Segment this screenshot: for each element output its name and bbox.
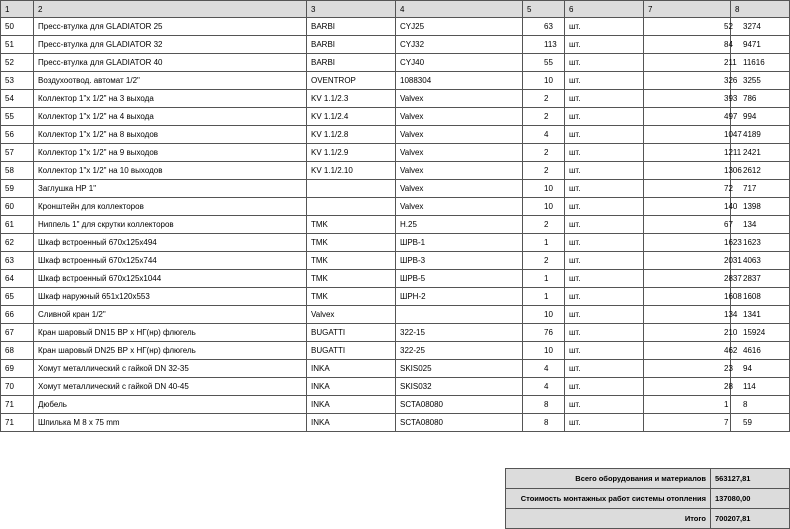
col-name-cell: Шпилька М 8 х 75 mm xyxy=(34,414,307,432)
col-sum-cell: 59 xyxy=(731,414,790,432)
col-name-cell: Дюбель xyxy=(34,396,307,414)
total-row xyxy=(506,489,790,509)
col-price-cell: 211 xyxy=(644,54,731,72)
col-qty-cell: 10 xyxy=(523,342,565,360)
col-maker-cell: 322-15 xyxy=(396,324,523,342)
totals-table xyxy=(505,468,790,529)
col-article-cell: INKA xyxy=(307,360,396,378)
col-unit-cell: шт. xyxy=(565,144,644,162)
col-price-cell: 1608 xyxy=(644,288,731,306)
col-qty-cell: 2 xyxy=(523,144,565,162)
col-num-cell: 53 xyxy=(1,72,34,90)
col-unit-cell: шт. xyxy=(565,270,644,288)
col-price-cell: 326 xyxy=(644,72,731,90)
col-article-cell: KV 1.1/2.3 xyxy=(307,90,396,108)
col-num-cell: 57 xyxy=(1,144,34,162)
col-price-cell: 1306 xyxy=(644,162,731,180)
col-price-cell: 393 xyxy=(644,90,731,108)
col-maker-cell: Valvex xyxy=(396,90,523,108)
col-article-cell xyxy=(307,198,396,216)
table-row xyxy=(1,216,790,234)
col-num-cell: 54 xyxy=(1,90,34,108)
col-qty-cell: 10 xyxy=(523,72,565,90)
table-row xyxy=(1,360,790,378)
col-unit-cell: шт. xyxy=(565,252,644,270)
col-maker-cell: CYJ32 xyxy=(396,36,523,54)
table-row xyxy=(1,90,790,108)
total-label: Стоимость монтажных работ системы отопления xyxy=(506,489,711,509)
col-name-cell: Пресс-втулка для GLADIATOR 32 xyxy=(34,36,307,54)
col-num-cell: 71 xyxy=(1,396,34,414)
col-unit-cell: шт. xyxy=(565,324,644,342)
col-num-cell: 62 xyxy=(1,234,34,252)
col-unit-cell: шт. xyxy=(565,90,644,108)
col-unit-cell: шт. xyxy=(565,54,644,72)
table-row xyxy=(1,162,790,180)
col-sum-cell: 3274 xyxy=(731,18,790,36)
col-qty-cell: 2 xyxy=(523,252,565,270)
col-article-cell: TMK xyxy=(307,234,396,252)
header-cell-col-num: 1 xyxy=(1,1,34,18)
col-article-cell: KV 1.1/2.4 xyxy=(307,108,396,126)
col-sum-cell: 11616 xyxy=(731,54,790,72)
col-qty-cell: 10 xyxy=(523,180,565,198)
col-num-cell: 60 xyxy=(1,198,34,216)
col-maker-cell: CYJ25 xyxy=(396,18,523,36)
col-qty-cell: 2 xyxy=(523,90,565,108)
col-name-cell: Пресс-втулка для GLADIATOR 40 xyxy=(34,54,307,72)
col-article-cell: TMK xyxy=(307,216,396,234)
col-name-cell: Пресс-втулка для GLADIATOR 25 xyxy=(34,18,307,36)
col-name-cell: Коллектор 1"х 1/2" на 10 выходов xyxy=(34,162,307,180)
col-sum-cell: 717 xyxy=(731,180,790,198)
col-price-cell: 1047 xyxy=(644,126,731,144)
col-price-cell: 72 xyxy=(644,180,731,198)
col-unit-cell: шт. xyxy=(565,360,644,378)
col-num-cell: 70 xyxy=(1,378,34,396)
col-maker-cell: Valvex xyxy=(396,108,523,126)
col-price-cell: 2031 xyxy=(644,252,731,270)
col-name-cell: Кран шаровый DN15 ВР х НГ(нр) флюгель xyxy=(34,324,307,342)
col-qty-cell: 63 xyxy=(523,18,565,36)
col-maker-cell: Valvex xyxy=(396,180,523,198)
col-name-cell: Коллектор 1"х 1/2" на 4 выхода xyxy=(34,108,307,126)
col-name-cell: Кран шаровый DN25 ВР х НГ(нр) флюгель xyxy=(34,342,307,360)
col-num-cell: 67 xyxy=(1,324,34,342)
col-sum-cell: 15924 xyxy=(731,324,790,342)
col-unit-cell: шт. xyxy=(565,18,644,36)
col-price-cell: 2837 xyxy=(644,270,731,288)
col-qty-cell: 10 xyxy=(523,306,565,324)
table-row xyxy=(1,234,790,252)
col-article-cell: KV 1.1/2.9 xyxy=(307,144,396,162)
col-maker-cell: CYJ40 xyxy=(396,54,523,72)
col-num-cell: 68 xyxy=(1,342,34,360)
col-price-cell: 462 xyxy=(644,342,731,360)
col-name-cell: Хомут металлический с гайкой DN 32-35 xyxy=(34,360,307,378)
col-name-cell: Кронштейн для коллекторов xyxy=(34,198,307,216)
col-name-cell: Сливной кран 1/2" xyxy=(34,306,307,324)
col-unit-cell: шт. xyxy=(565,288,644,306)
col-unit-cell: шт. xyxy=(565,378,644,396)
col-sum-cell: 1341 xyxy=(731,306,790,324)
total-value: 700207,81 xyxy=(711,509,790,529)
col-sum-cell: 2612 xyxy=(731,162,790,180)
col-name-cell: Хомут металлический с гайкой DN 40-45 xyxy=(34,378,307,396)
col-article-cell: OVENTROP xyxy=(307,72,396,90)
col-qty-cell: 4 xyxy=(523,360,565,378)
col-unit-cell: шт. xyxy=(565,306,644,324)
total-value: 137080,00 xyxy=(711,489,790,509)
col-maker-cell: ШРВ-5 xyxy=(396,270,523,288)
table-row xyxy=(1,198,790,216)
col-sum-cell: 4063 xyxy=(731,252,790,270)
col-num-cell: 63 xyxy=(1,252,34,270)
header-cell-col-sum: 8 xyxy=(731,1,790,18)
col-qty-cell: 2 xyxy=(523,162,565,180)
col-sum-cell: 134 xyxy=(731,216,790,234)
col-name-cell: Шкаф встроенный 670х125х494 xyxy=(34,234,307,252)
total-label: Всего оборудования и материалов xyxy=(506,469,711,489)
col-unit-cell: шт. xyxy=(565,342,644,360)
col-num-cell: 65 xyxy=(1,288,34,306)
col-num-cell: 71 xyxy=(1,414,34,432)
col-maker-cell: SCTA08080 xyxy=(396,414,523,432)
col-price-cell: 28 xyxy=(644,378,731,396)
col-price-cell: 1623 xyxy=(644,234,731,252)
col-price-cell: 67 xyxy=(644,216,731,234)
col-num-cell: 64 xyxy=(1,270,34,288)
col-num-cell: 56 xyxy=(1,126,34,144)
col-price-cell: 134 xyxy=(644,306,731,324)
col-article-cell: TMK xyxy=(307,252,396,270)
col-name-cell: Ниппель 1" для скрутки коллекторов xyxy=(34,216,307,234)
table-row xyxy=(1,288,790,306)
col-num-cell: 59 xyxy=(1,180,34,198)
col-unit-cell: шт. xyxy=(565,198,644,216)
table-row xyxy=(1,324,790,342)
col-qty-cell: 1 xyxy=(523,288,565,306)
table-row xyxy=(1,378,790,396)
table-row xyxy=(1,126,790,144)
table-row xyxy=(1,108,790,126)
table-row xyxy=(1,36,790,54)
col-maker-cell: Valvex xyxy=(396,126,523,144)
col-qty-cell: 4 xyxy=(523,126,565,144)
col-maker-cell: SKIS025 xyxy=(396,360,523,378)
col-qty-cell: 8 xyxy=(523,396,565,414)
col-article-cell: INKA xyxy=(307,396,396,414)
col-unit-cell: шт. xyxy=(565,180,644,198)
col-article-cell: BARBI xyxy=(307,54,396,72)
header-cell-col-unit: 6 xyxy=(565,1,644,18)
col-qty-cell: 10 xyxy=(523,198,565,216)
col-article-cell: TMK xyxy=(307,288,396,306)
col-sum-cell: 114 xyxy=(731,378,790,396)
col-unit-cell: шт. xyxy=(565,414,644,432)
total-row xyxy=(506,469,790,489)
col-maker-cell: 1088304 xyxy=(396,72,523,90)
col-unit-cell: шт. xyxy=(565,36,644,54)
total-row xyxy=(506,509,790,529)
col-article-cell: BARBI xyxy=(307,36,396,54)
col-maker-cell xyxy=(396,306,523,324)
col-maker-cell: SCTA08080 xyxy=(396,396,523,414)
col-num-cell: 69 xyxy=(1,360,34,378)
col-sum-cell: 94 xyxy=(731,360,790,378)
col-article-cell: KV 1.1/2.8 xyxy=(307,126,396,144)
table-row xyxy=(1,144,790,162)
col-sum-cell: 1623 xyxy=(731,234,790,252)
col-sum-cell: 1398 xyxy=(731,198,790,216)
col-maker-cell: ШРВ-1 xyxy=(396,234,523,252)
col-price-cell: 84 xyxy=(644,36,731,54)
table-row xyxy=(1,54,790,72)
col-num-cell: 52 xyxy=(1,54,34,72)
table-row xyxy=(1,414,790,432)
col-maker-cell: ШРВ-3 xyxy=(396,252,523,270)
col-num-cell: 61 xyxy=(1,216,34,234)
col-name-cell: Заглушка НР 1" xyxy=(34,180,307,198)
col-sum-cell: 3255 xyxy=(731,72,790,90)
col-qty-cell: 2 xyxy=(523,108,565,126)
col-name-cell: Коллектор 1"х 1/2" на 9 выходов xyxy=(34,144,307,162)
col-price-cell: 210 xyxy=(644,324,731,342)
col-price-cell: 1 xyxy=(644,396,731,414)
col-article-cell: BARBI xyxy=(307,18,396,36)
col-price-cell: 7 xyxy=(644,414,731,432)
col-price-cell: 140 xyxy=(644,198,731,216)
col-name-cell: Шкаф встроенный 670х125х744 xyxy=(34,252,307,270)
col-sum-cell: 786 xyxy=(731,90,790,108)
table-row xyxy=(1,180,790,198)
header-cell-col-qty: 5 xyxy=(523,1,565,18)
header-row xyxy=(1,1,790,18)
col-article-cell: BUGATTI xyxy=(307,324,396,342)
header-cell-col-maker: 4 xyxy=(396,1,523,18)
col-unit-cell: шт. xyxy=(565,234,644,252)
col-article-cell: BUGATTI xyxy=(307,342,396,360)
col-name-cell: Шкаф встроенный 670х125х1044 xyxy=(34,270,307,288)
col-maker-cell: SKIS032 xyxy=(396,378,523,396)
col-sum-cell: 1608 xyxy=(731,288,790,306)
col-sum-cell: 4189 xyxy=(731,126,790,144)
col-qty-cell: 55 xyxy=(523,54,565,72)
col-maker-cell: Valvex xyxy=(396,198,523,216)
col-sum-cell: 994 xyxy=(731,108,790,126)
col-sum-cell: 8 xyxy=(731,396,790,414)
col-article-cell: KV 1.1/2.10 xyxy=(307,162,396,180)
col-price-cell: 23 xyxy=(644,360,731,378)
table-row xyxy=(1,396,790,414)
col-num-cell: 51 xyxy=(1,36,34,54)
total-label: Итого xyxy=(506,509,711,529)
table-row xyxy=(1,270,790,288)
col-maker-cell: ШРН-2 xyxy=(396,288,523,306)
col-qty-cell: 2 xyxy=(523,216,565,234)
col-unit-cell: шт. xyxy=(565,108,644,126)
table-row xyxy=(1,252,790,270)
col-num-cell: 58 xyxy=(1,162,34,180)
col-qty-cell: 1 xyxy=(523,234,565,252)
col-article-cell xyxy=(307,180,396,198)
col-qty-cell: 1 xyxy=(523,270,565,288)
col-sum-cell: 2421 xyxy=(731,144,790,162)
col-name-cell: Коллектор 1"х 1/2" на 8 выходов xyxy=(34,126,307,144)
col-num-cell: 55 xyxy=(1,108,34,126)
col-maker-cell: H.25 xyxy=(396,216,523,234)
col-article-cell: TMK xyxy=(307,270,396,288)
col-num-cell: 50 xyxy=(1,18,34,36)
table-row xyxy=(1,306,790,324)
col-unit-cell: шт. xyxy=(565,396,644,414)
col-maker-cell: Valvex xyxy=(396,162,523,180)
col-name-cell: Шкаф наружный 651х120х553 xyxy=(34,288,307,306)
header-cell-col-article: 3 xyxy=(307,1,396,18)
col-maker-cell: Valvex xyxy=(396,144,523,162)
total-value: 563127,81 xyxy=(711,469,790,489)
col-unit-cell: шт. xyxy=(565,162,644,180)
col-article-cell: INKA xyxy=(307,414,396,432)
col-price-cell: 52 xyxy=(644,18,731,36)
col-name-cell: Воздухоотвод. автомат 1/2" xyxy=(34,72,307,90)
col-price-cell: 497 xyxy=(644,108,731,126)
col-qty-cell: 4 xyxy=(523,378,565,396)
col-sum-cell: 4616 xyxy=(731,342,790,360)
col-qty-cell: 8 xyxy=(523,414,565,432)
col-name-cell: Коллектор 1"х 1/2" на 3 выхода xyxy=(34,90,307,108)
col-sum-cell: 2837 xyxy=(731,270,790,288)
table-row xyxy=(1,342,790,360)
col-unit-cell: шт. xyxy=(565,126,644,144)
col-sum-cell: 9471 xyxy=(731,36,790,54)
header-cell-col-price: 7 xyxy=(644,1,731,18)
table-row xyxy=(1,72,790,90)
col-maker-cell: 322-25 xyxy=(396,342,523,360)
col-price-cell: 1211 xyxy=(644,144,731,162)
table-row xyxy=(1,18,790,36)
col-unit-cell: шт. xyxy=(565,72,644,90)
col-num-cell: 66 xyxy=(1,306,34,324)
col-article-cell: INKA xyxy=(307,378,396,396)
col-qty-cell: 76 xyxy=(523,324,565,342)
col-article-cell: Valvex xyxy=(307,306,396,324)
header-cell-col-name: 2 xyxy=(34,1,307,18)
col-qty-cell: 113 xyxy=(523,36,565,54)
col-unit-cell: шт. xyxy=(565,216,644,234)
